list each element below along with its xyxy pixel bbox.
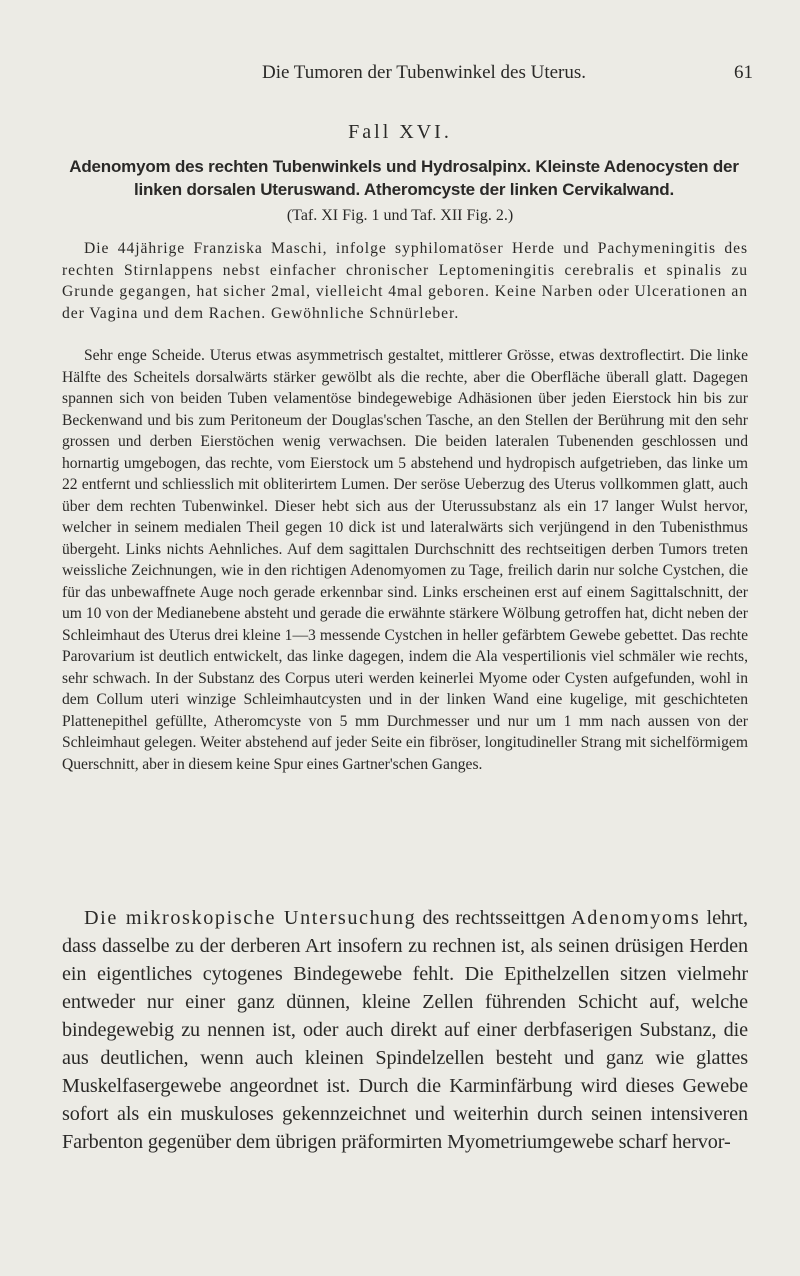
case-heading: Fall XVI. — [348, 121, 452, 143]
spaced-word: Adenomyoms — [571, 907, 701, 929]
microscopy-paragraph — [62, 904, 748, 1156]
running-title: Die Tumoren der Tubenwinkel des Uterus. — [261, 62, 587, 83]
paragraph-text: des rechtsseittgen — [416, 907, 572, 929]
paragraph-text: lehrt, dass dasselbe zu der derberen Art insofern zu rechnen ist, als seinen drüsigen Herden ein eigentliches cytogenes Bindegewebe fehlt. Die Epithelzellen sitzen vielmehr entweder nur einer ganz dünnen, kleine Zellen führenden Schicht auf, welche bindegewebig zu nennen ist, oder auch direkt auf einer derbfaserigen Substanz, die aus deutlichen, wenn auch kleinen Spindelzellen besteht und ganz wie glattes Muskelfasergewebe angeordnet ist. Durch die Karminfärbung wird dieses Gewebe sofort als ein muskuloses gekennzeichnet und weiterhin durch seinen intensiveren Farbenton gegenüber dem übrigen präformirten Myometriumgewebe scharf hervor- — [62, 907, 749, 1153]
patient-history-paragraph: Die 44jährige Franziska Maschi, infolge syphilomatöser Herde und Pachymeningitis des rechten Stirnlappens nebst einfacher chronischer Leptomeningitis cerebralis et spinalis zu Grunde gegangen, hat sicher 2mal, vielleicht 4mal geboren. Keine Narben oder Ulcerationen an der Vagina und dem Rachen. Gewöhnliche Schnürleber. — [62, 240, 748, 322]
figure-reference: (Taf. XI Fig. 1 und Taf. XII Fig. 2.) — [286, 207, 514, 224]
spaced-phrase: Die mikroskopische Untersuchung — [84, 907, 417, 929]
findings-paragraph: Sehr enge Scheide. Uterus etwas asymmetrisch gestaltet, mittlerer Grösse, etwas dextroflectirt. Die linke Hälfte des Scheitels dorsalwärts stärker gewölbt als die rechte, aber die Oberfläche überall glatt. Dagegen spannen sich von beiden Tuben velamentöse bindegewebige Adhäsionen über jeden Eierstock hin bis zur Beckenwand und bis zum Peritoneum der Douglas'schen Tasche, an den Stellen der Berührung mit den sehr grossen und derben Eierstöchen wenig verwachsen. Die beiden lateralen Tubenenden geschlossen und hornartig umgebogen, das rechte, vom Eierstock um 5 abstehend und hydropisch aufgetrieben, das linke um 22 entfernt und schliesslich mit obliterirtem Lumen. Der seröse Ueberzug des Uterus vollkommen glatt, auch über dem rechten Tubenwinkel. Dieser hebt sich aus der Uterussubstanz als ein 17 langer Wulst hervor, welcher in seinem medialen Theil gegen 10 dick ist und lateralwärts sich verjüngend in den Tubenisthmus übergeht. Links nichts Aehnliches. Auf dem sagittalen Durchschnitt des rechtseitigen derben Tumors treten weissliche Zeichnungen, wie in den richtigen Adenomyomen zu Tage, freilich darin nur solche Cystchen, die für das unbewaffnete Auge noch gerade erkennbar sind. Links erscheinen erst auf einem Sagittalschnitt, der um 10 von der Medianebene absteht und gerade die erwähnte stärkere Wölbung getroffen hat, dicht neben der Schleimhaut des Uterus drei kleine 1—3 messende Cystchen in heller gefärbtem Gewebe gebettet. Das rechte Parovarium ist deutlich entwickelt, das linke dagegen, indem die Ala vespertilionis viel schmäler wie rechts, sehr schwach. In der Substanz des Corpus uteri werden keinerlei Myome oder Cysten aufgefunden, wohl in dem Collum uteri winzige Schleimhautcysten und in der linken Wand eine kugelige, mit geschichteten Plattenepithel gefüllte, Atheromcyste von 5 mm Durchmesser und nur um 1 mm nach aussen von der Schleimhaut gelegen. Weiter abstehend auf jeder Seite ein fibröser, longitudineller Strang mit sichelförmigem Querschnitt, aber in diesem keine Spur eines Gartner'schen Ganges. — [62, 347, 748, 773]
section-title: Adenomyom des rechten Tubenwinkels und Hydrosalpinx. Kleinste Adenocysten der linken dorsalen Uteruswand. Atheromcyste der linken Cervikalwand. — [69, 157, 739, 199]
page-number: 61 — [734, 62, 753, 83]
